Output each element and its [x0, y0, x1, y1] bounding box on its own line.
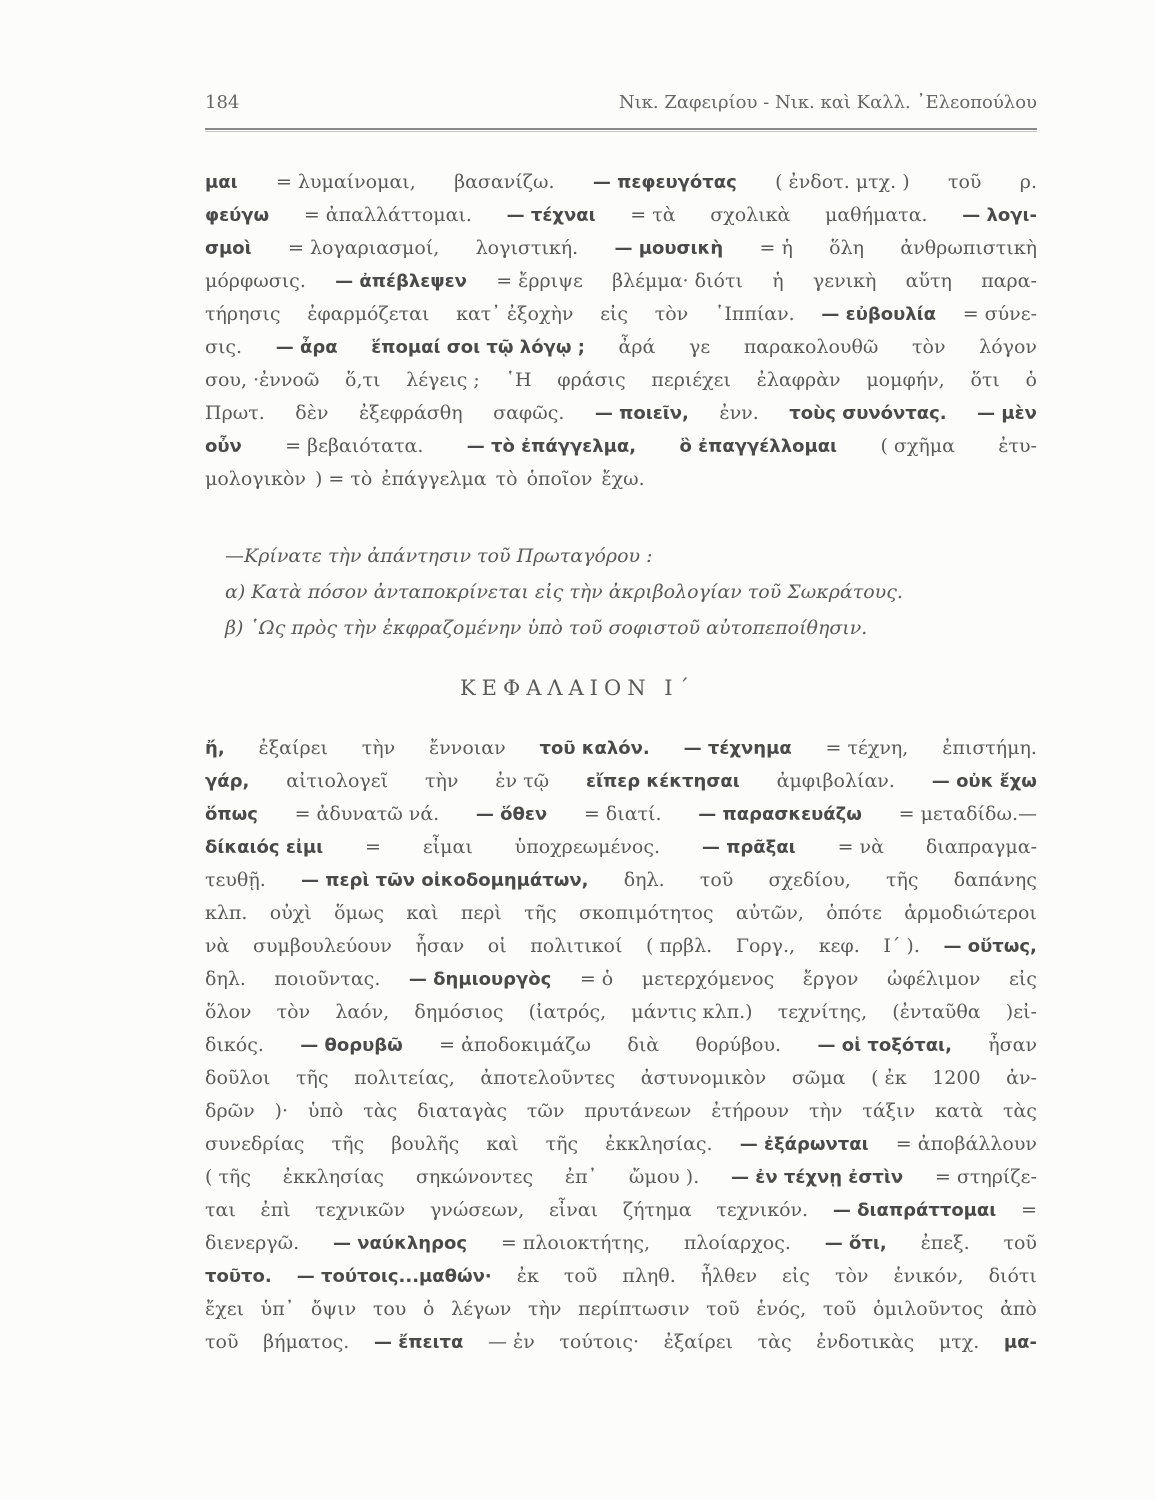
word: ἐπεξ. — [920, 1232, 970, 1254]
word: εἶναι — [548, 1199, 599, 1221]
word: = ἀποδοκιμάζω — [439, 1034, 592, 1056]
word: δικός. — [205, 1034, 264, 1056]
word: ( πρβλ. — [646, 935, 713, 957]
word: διενεργῶ. — [205, 1232, 300, 1254]
word: σμοὶ — [205, 238, 252, 259]
word: ρ. — [1019, 171, 1037, 193]
word: τῆς — [524, 902, 557, 924]
word: τοῦ καλόν. — [539, 738, 650, 759]
word: ῾Η — [505, 369, 532, 391]
text-line — [205, 963, 1037, 996]
word: = λυμαίνομαι, — [275, 171, 416, 193]
word: = τέχνη, — [825, 737, 909, 759]
text-line — [205, 798, 1037, 831]
word: ) = τὸ — [314, 468, 373, 490]
word: ἐτυ- — [998, 435, 1037, 457]
word: — ἐξάρωνται — [739, 1134, 869, 1155]
word: τὰς — [363, 1100, 398, 1122]
word: πλοίαρχος. — [683, 1232, 791, 1254]
word: σχεδίου, — [768, 869, 851, 891]
word: τευθῇ. — [205, 869, 266, 891]
word: μαθήματα. — [825, 204, 928, 226]
word: μτχ. — [938, 1331, 980, 1353]
questions-block — [225, 538, 1037, 646]
word: ὅπως — [205, 804, 258, 825]
page-header — [205, 92, 1037, 126]
word: ἐλαφρὰν — [756, 369, 841, 391]
text-line — [205, 331, 1037, 364]
word: ἐν τῷ — [495, 770, 550, 792]
word: — μὲν — [977, 403, 1037, 424]
word: ἕπομαί σοι τῷ λόγῳ ; — [371, 337, 585, 358]
text-line — [205, 430, 1037, 463]
word: εἰς — [782, 1265, 810, 1287]
word: μομφήν, — [866, 369, 945, 391]
word: ἐκκλησίας — [282, 1166, 385, 1188]
word: ὁ — [1025, 369, 1037, 391]
word: ἀποτελοῦντες — [480, 1067, 616, 1089]
word: = σύνε- — [962, 303, 1037, 325]
text-line — [205, 1227, 1037, 1260]
word: ( ἐνδοτ. μτχ. ) — [775, 171, 910, 193]
word: ἦσαν — [988, 1034, 1037, 1056]
word: σκοπιμότητος — [579, 902, 714, 924]
word: τὴν — [528, 1298, 562, 1320]
word: μετερχόμενος — [641, 968, 775, 990]
question-intro: —Κρίνατε τὴν ἀπάντησιν τοῦ Πρωταγόρου : — [225, 545, 653, 567]
word: καὶ — [406, 902, 439, 924]
word: ὁ — [422, 1298, 435, 1320]
word: )εἰ- — [1005, 1001, 1037, 1023]
text-line — [205, 1029, 1037, 1062]
word: τὴν — [361, 737, 396, 759]
word: — ποιεῖν, — [594, 403, 689, 424]
word: δαπάνης — [953, 869, 1037, 891]
word: ἐπάγγελμα — [381, 468, 487, 490]
word: ἀνθρωπιστικὴ — [900, 237, 1037, 259]
word: — πρᾶξαι — [701, 837, 796, 858]
word: ἤ, — [205, 738, 225, 759]
word: ἔννοιαν — [429, 737, 506, 759]
word: εἰς — [600, 303, 629, 325]
word: τὴν — [808, 1100, 843, 1122]
word: τούτοις· — [559, 1331, 640, 1353]
word: — παρασκευάζω — [698, 804, 862, 825]
word: (ἰατρός, — [528, 1001, 607, 1023]
word: περίπτωσιν — [578, 1298, 690, 1320]
text-line — [205, 897, 1037, 930]
word: νὰ — [205, 935, 230, 957]
word: — ναύκληρος — [333, 1233, 467, 1254]
word: τοῦ — [706, 1298, 740, 1320]
text-line — [205, 1326, 1037, 1359]
word: ὁποῖον — [526, 468, 593, 490]
word: — ἀπέβλεψεν — [335, 271, 467, 292]
word: πολιτείας, — [354, 1067, 455, 1089]
word: λέγεις ; — [406, 369, 480, 391]
glossary-paragraph-2 — [205, 732, 1037, 1359]
word: — περὶ τῶν οἰκοδομημάτων, — [300, 870, 589, 891]
word: τοῦ — [699, 869, 734, 891]
word: ὑπ᾿ — [260, 1298, 295, 1320]
word: — οὕτως, — [943, 936, 1037, 957]
word: ἡ — [772, 270, 784, 292]
word: — εὐβουλία — [821, 304, 937, 325]
word: τὸν — [834, 1265, 869, 1287]
word: — μουσικὴ — [614, 238, 724, 259]
word: πρυτάνεων — [584, 1100, 692, 1122]
word: γενικὴ — [812, 270, 877, 292]
word: ζήτημα — [622, 1199, 692, 1221]
word: ἐξαίρει — [663, 1331, 734, 1353]
word: ἐκ — [516, 1265, 539, 1287]
text-line — [205, 864, 1037, 897]
word: τεχνίτης, — [777, 1001, 868, 1023]
word: — ἐν — [488, 1331, 535, 1353]
word: — τέχνημα — [683, 738, 792, 759]
word: σῶμα — [791, 1067, 846, 1089]
word: — οἱ τοξόται, — [817, 1035, 952, 1056]
word: = — [1021, 1199, 1037, 1221]
word: (ἐνταῦθα — [892, 1001, 981, 1023]
word: ( σχῆμα — [880, 435, 955, 457]
word: παρακολουθῶ — [743, 336, 879, 358]
word: μάντις κλπ.) — [631, 1001, 753, 1023]
word: τήρησις — [205, 303, 281, 325]
text-line — [205, 1293, 1037, 1326]
word: βασανίζω. — [454, 171, 555, 193]
word: αἰτιολογεῖ — [286, 770, 389, 792]
word: — τὸ ἐπάγγελμα, — [466, 436, 637, 457]
word: — διαπράττομαι — [832, 1200, 997, 1221]
word: φράσις — [557, 369, 626, 391]
word: τοῦ — [822, 1298, 857, 1320]
word: σηκώνοντες — [415, 1166, 534, 1188]
word: ται — [205, 1199, 236, 1221]
word: ὅλον — [205, 1001, 252, 1023]
word: ὤμου ). — [628, 1166, 700, 1188]
word: ὁμιλοῦντος — [873, 1298, 984, 1320]
word: τοῦ — [563, 1265, 598, 1287]
word: δημόσιος — [414, 1001, 504, 1023]
word: ἐτήρουν — [711, 1100, 790, 1122]
word: σχολικὰ — [710, 204, 791, 226]
word: οὐχὶ — [269, 902, 312, 924]
word: περιέχει — [651, 369, 731, 391]
word: ἦσαν — [415, 935, 465, 957]
word: ῾Ιππίαν. — [714, 303, 795, 325]
word: τοῦ — [947, 171, 982, 193]
text-line — [205, 166, 1037, 199]
word: — θορυβῶ — [300, 1035, 403, 1056]
text-line — [205, 831, 1037, 864]
word: = ἔρριψε — [496, 270, 583, 292]
word: τοὺς συνόντας. — [789, 403, 947, 424]
word: — ἆρα — [275, 337, 338, 358]
word: εἰς — [1009, 968, 1037, 990]
question-a: α) Κατὰ πόσον ἀνταποκρίνεται εἰς τὴν ἀκριβολογίαν τοῦ Σωκράτους. — [225, 581, 903, 603]
word: — τούτοις...μαθών· — [296, 1266, 492, 1287]
header-rule-thin — [205, 131, 1037, 132]
text-line — [205, 1161, 1037, 1194]
word: γάρ, — [205, 771, 250, 792]
word: λέγων — [451, 1298, 512, 1320]
word: ἀστυνομικὸν — [640, 1067, 767, 1089]
word: μαι — [205, 172, 238, 193]
word: — ἐν τέχνῃ ἐστὶν — [731, 1167, 904, 1188]
word: διότι — [988, 1265, 1037, 1287]
word: — ὅτι, — [824, 1233, 887, 1254]
word: ἁρμοδιώτεροι — [904, 902, 1037, 924]
word: τάξιν — [862, 1100, 916, 1122]
word: = ἀδυνατῶ νά. — [294, 803, 440, 825]
word: δηλ. — [205, 968, 246, 990]
word: διὰ — [627, 1034, 660, 1056]
word: τοῦ — [205, 1331, 239, 1353]
word: — ὅθεν — [475, 804, 548, 825]
word: μα- — [1003, 1332, 1037, 1353]
word: ὄψιν — [310, 1298, 357, 1320]
word: δὲν — [295, 402, 329, 424]
word: διαταγὰς — [417, 1100, 508, 1122]
word: — ἔπειτα — [373, 1332, 464, 1353]
glossary-paragraph-1 — [205, 166, 1037, 496]
word: Ι΄ ). — [883, 935, 920, 957]
text-line — [205, 1128, 1037, 1161]
word: ἑνικόν, — [893, 1265, 964, 1287]
word: διαπραγμα- — [925, 836, 1037, 858]
word: ἔχω. — [601, 468, 645, 490]
word: = πλοιοκτήτης, — [500, 1232, 651, 1254]
word: ἔχει — [205, 1298, 245, 1320]
word: λογιστική. — [475, 237, 579, 259]
word: = νὰ — [837, 836, 884, 858]
word: τῆς — [331, 1133, 365, 1155]
word: ἐπὶ — [260, 1199, 291, 1221]
word: = ἀποβάλλουν — [895, 1133, 1037, 1155]
word: ἀμφιβολίαν. — [776, 770, 895, 792]
word: εἶμαι — [422, 836, 473, 858]
word: ἑνός, — [756, 1298, 807, 1320]
word: οὖν — [205, 436, 242, 457]
word: Γοργ., — [735, 935, 796, 957]
word: — οὐκ ἔχω — [931, 771, 1037, 792]
word: θορύβου. — [695, 1034, 782, 1056]
word: λαόν, — [335, 1001, 390, 1023]
word: τὸν — [654, 303, 689, 325]
word: ὃ ἐπαγγέλλομαι — [679, 436, 838, 457]
text-line — [205, 996, 1037, 1029]
word: — λογι- — [962, 205, 1037, 226]
word: — πεφευγότας — [592, 172, 737, 193]
word: ἐκκλησίας. — [605, 1133, 713, 1155]
word: ἔργον — [802, 968, 859, 990]
text-line — [205, 1062, 1037, 1095]
word: συνεδρίας — [205, 1133, 305, 1155]
word: κλπ. — [205, 902, 248, 924]
text-line — [205, 1194, 1037, 1227]
word: ἐπιστήμη. — [942, 737, 1037, 759]
word: = ἀπαλλάττομαι. — [303, 204, 472, 226]
word: εἴπερ κέκτησαι — [585, 771, 740, 792]
word: = διατί. — [583, 803, 662, 825]
text-line — [205, 298, 1037, 331]
word: ὅ,τι — [345, 369, 381, 391]
word: πολιτικοί — [530, 935, 623, 957]
word: 1200 — [932, 1067, 981, 1089]
word: σου, ·ἐννοῶ — [205, 369, 320, 391]
word: παρα- — [981, 270, 1037, 292]
question-b: β) ῾Ως πρὸς τὴν ἐκφραζομένην ὑπὸ τοῦ σοφιστοῦ αὐτοπεποίθησιν. — [225, 617, 868, 639]
word: = ἡ — [759, 237, 793, 259]
word: τὰς — [1002, 1100, 1037, 1122]
word: κατὰ — [935, 1100, 984, 1122]
word: πληθ. — [622, 1265, 676, 1287]
word: τῆς — [295, 1067, 329, 1089]
word: τοῦ — [1003, 1232, 1037, 1254]
word: τῆς — [545, 1133, 579, 1155]
text-line — [205, 1095, 1037, 1128]
word: τῶν — [526, 1100, 565, 1122]
word: τὸ — [495, 468, 518, 490]
word: ἐνδοτικὰς — [816, 1331, 915, 1353]
running-title: Νικ. Ζαφειρίου - Νικ. καὶ Καλλ. ᾿Ελεοπούλου — [618, 92, 1037, 113]
word: = βεβαιότατα. — [285, 435, 424, 457]
word: τοῦτο. — [205, 1266, 272, 1287]
word: Πρωτ. — [205, 402, 265, 424]
word: λόγον — [979, 336, 1037, 358]
word: γνώσεων, — [429, 1199, 525, 1221]
word: δίκαιός εἰμι — [205, 837, 324, 858]
word: ἐφαρμόζεται — [307, 303, 430, 325]
word: ἆρά — [618, 336, 656, 358]
word: ὑπὸ — [307, 1100, 344, 1122]
text-line — [205, 232, 1037, 265]
word: ὑποχρεωμένος. — [514, 836, 661, 858]
page-number: 184 — [205, 92, 240, 113]
text-line — [205, 1260, 1037, 1293]
word: ἐξεφράσθη — [358, 402, 463, 424]
text-line — [205, 265, 1037, 298]
word: ἦλθεν — [700, 1265, 758, 1287]
word: περὶ — [460, 902, 502, 924]
header-rule — [205, 128, 1037, 130]
word: δηλ. — [623, 869, 665, 891]
word: σαφῶς. — [493, 402, 565, 424]
word: ( ἐκ — [871, 1067, 907, 1089]
text-line — [205, 397, 1037, 430]
word: ἀν- — [1006, 1067, 1037, 1089]
word: γε — [689, 336, 711, 358]
word: ( τῆς — [205, 1166, 251, 1188]
word: = ὁ — [579, 968, 614, 990]
word: ὅτι — [970, 369, 1000, 391]
word: ὅλη — [829, 237, 865, 259]
word: βήματος. — [263, 1331, 350, 1353]
word: ἐνν. — [719, 402, 759, 424]
word: τεχνικόν. — [716, 1199, 809, 1221]
word: ποιοῦντας. — [274, 968, 381, 990]
word: τῆς — [886, 869, 919, 891]
word: αὐτῶν, — [735, 902, 804, 924]
chapter-title: ΚΕΦΑΛΑΙΟΝ Ι΄ — [459, 676, 696, 700]
word: ἐπ᾿ — [564, 1166, 598, 1188]
word: φεύγω — [205, 205, 270, 226]
word: = λογαριασμοί, — [287, 237, 440, 259]
word: σις. — [205, 336, 243, 358]
word: τὸν — [912, 336, 946, 358]
text-line — [205, 765, 1037, 798]
word: ὠφέλιμον — [887, 968, 981, 990]
word: = μεταδίδω.— — [898, 803, 1037, 825]
word: του — [372, 1298, 407, 1320]
word: δρῶν — [205, 1100, 255, 1122]
word: συμβουλεύουν — [253, 935, 392, 957]
word: τεχνικῶν — [315, 1199, 406, 1221]
word: ἐξαίρει — [258, 737, 328, 759]
word: = — [365, 836, 381, 858]
word: τὴν — [424, 770, 459, 792]
word: κεφ. — [818, 935, 860, 957]
word: τὸν — [276, 1001, 311, 1023]
word: αὕτη — [905, 270, 952, 292]
text-line — [205, 930, 1037, 963]
word: = στηρίζε- — [934, 1166, 1037, 1188]
text-line — [205, 364, 1037, 397]
word: — τέχναι — [506, 205, 596, 226]
word: ἀπὸ — [1000, 1298, 1037, 1320]
word: ὁπότε — [826, 902, 882, 924]
word: οἱ — [487, 935, 507, 957]
word: — δημιουργὸς — [408, 969, 552, 990]
word: τὰς — [757, 1331, 792, 1353]
text-line — [205, 463, 1037, 496]
word: δοῦλοι — [205, 1067, 271, 1089]
word: = τὰ — [630, 204, 676, 226]
word: κατ᾿ ἐξοχὴν — [456, 303, 574, 325]
word: μόρφωσις. — [205, 270, 306, 292]
word: καὶ — [486, 1133, 519, 1155]
text-line — [205, 199, 1037, 232]
word: μολογικὸν — [205, 468, 306, 490]
word: ὅμως — [334, 902, 385, 924]
word: βουλῆς — [391, 1133, 460, 1155]
word: βλέμμα· διότι — [612, 270, 743, 292]
text-line — [205, 732, 1037, 765]
word: )· — [274, 1100, 288, 1122]
